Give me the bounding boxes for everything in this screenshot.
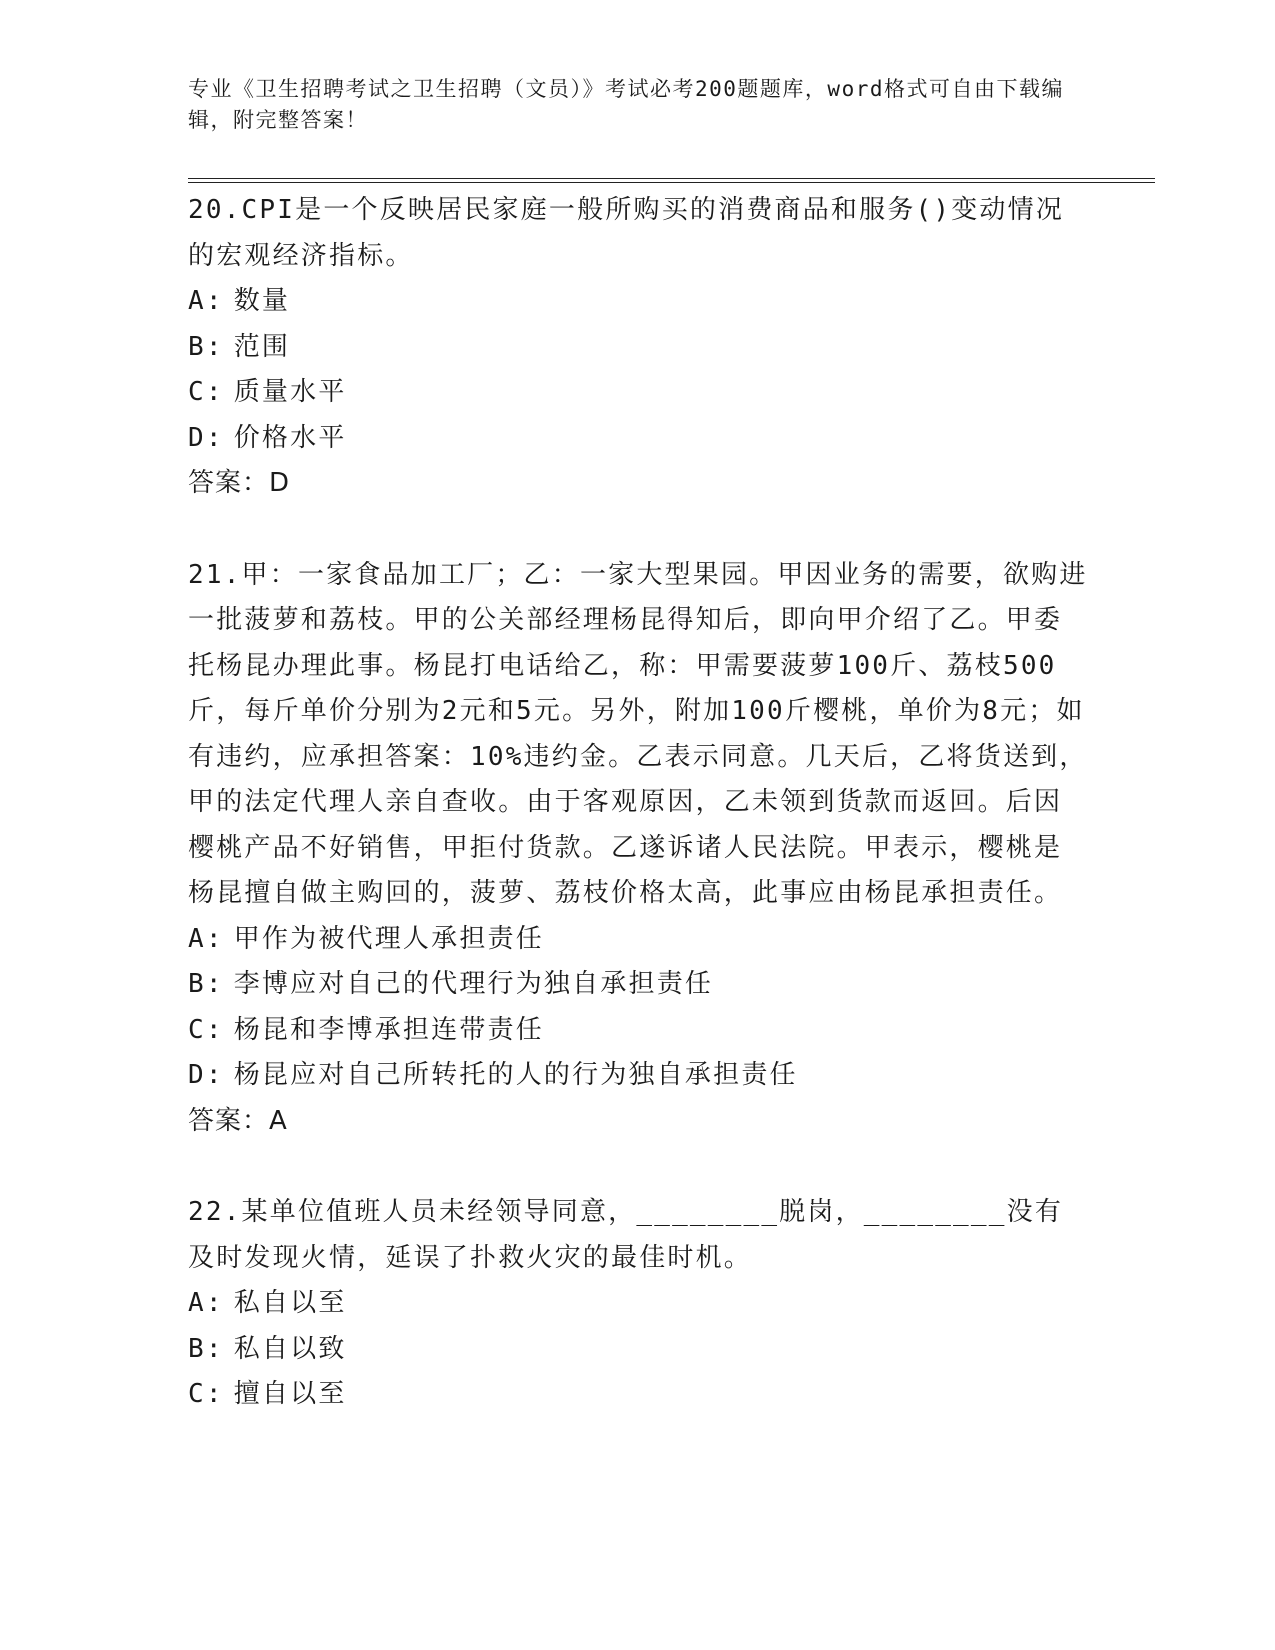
option-letter: D: bbox=[188, 1060, 224, 1090]
option-letter: B: bbox=[188, 969, 224, 999]
option-letter: B: bbox=[188, 1333, 224, 1364]
option-letter: C: bbox=[188, 1379, 224, 1409]
option-text: 擅自以至 bbox=[233, 1379, 347, 1409]
option-text: 甲作为被代理人承担责任 bbox=[233, 923, 544, 954]
option-a bbox=[188, 1281, 1088, 1327]
question-stem: 22.某单位值班人员未经领导同意，________脱岗，________没有及时发现火情，延误了扑救火灾的最佳时机。 bbox=[188, 1197, 1064, 1273]
option-letter: A: bbox=[188, 1288, 224, 1318]
option-letter: A: bbox=[188, 923, 224, 954]
option-text: 数量 bbox=[233, 286, 291, 316]
option-letter: D: bbox=[188, 422, 224, 453]
option-a bbox=[188, 279, 1088, 325]
question-stem: 21.甲：一家食品加工厂；乙：一家大型果园。甲因业务的需要，欲购进一批菠萝和荔枝。甲的公关部经理杨昆得知后，即向甲介绍了乙。甲委托杨昆办理此事。杨昆打电话给乙，称：甲需要菠萝100斤、荔枝500斤，每斤单价分别为2元和5元。另外，附加100斤樱桃，单价为8元；如有违约，应承担答案：10%违约金。乙表示同意。几天后，乙将货送到，甲的法定代理人亲自查收。由于客观原因，乙未领到货款而返回。后因樱桃产品不好销售，甲拒付货款。乙遂诉诸人民法院。甲表示，樱桃是杨昆擅自做主购回的，菠萝、荔枝价格太高，此事应由杨昆承担责任。 bbox=[188, 559, 1088, 908]
question-list bbox=[188, 188, 1088, 1464]
question-20 bbox=[188, 188, 1088, 507]
header-divider bbox=[188, 178, 1155, 183]
option-d bbox=[188, 416, 1088, 462]
option-text: 李博应对自己的代理行为独自承担责任 bbox=[233, 969, 714, 999]
option-text: 私自以致 bbox=[233, 1333, 347, 1364]
option-d bbox=[188, 1053, 1088, 1099]
option-text: 价格水平 bbox=[233, 422, 347, 453]
answer-line: 答案：A bbox=[188, 1105, 288, 1136]
option-text: 私自以至 bbox=[233, 1288, 347, 1318]
question-22 bbox=[188, 1190, 1088, 1418]
option-text: 质量水平 bbox=[233, 377, 347, 407]
option-letter: B: bbox=[188, 331, 224, 362]
option-text: 杨昆应对自己所转托的人的行为独自承担责任 bbox=[233, 1060, 798, 1090]
question-21 bbox=[188, 553, 1088, 1145]
option-text: 范围 bbox=[233, 331, 291, 362]
answer-line: 答案：D bbox=[188, 468, 291, 498]
option-b bbox=[188, 962, 1088, 1008]
option-c bbox=[188, 1372, 1088, 1418]
question-stem: 20.CPI是一个反映居民家庭一般所购买的消费商品和服务()变动情况的宏观经济指标。 bbox=[188, 195, 1065, 271]
option-a bbox=[188, 917, 1088, 963]
option-letter: C: bbox=[188, 1014, 224, 1045]
option-c bbox=[188, 370, 1088, 416]
option-text: 杨昆和李博承担连带责任 bbox=[233, 1014, 544, 1045]
option-c bbox=[188, 1008, 1088, 1054]
option-letter: A: bbox=[188, 286, 224, 316]
option-letter: C: bbox=[188, 377, 224, 407]
header-title: 专业《卫生招聘考试之卫生招聘（文员）》考试必考200题题库，word格式可自由下载编辑，附完整答案！ bbox=[188, 77, 1064, 132]
option-b bbox=[188, 1327, 1088, 1373]
option-b bbox=[188, 325, 1088, 371]
